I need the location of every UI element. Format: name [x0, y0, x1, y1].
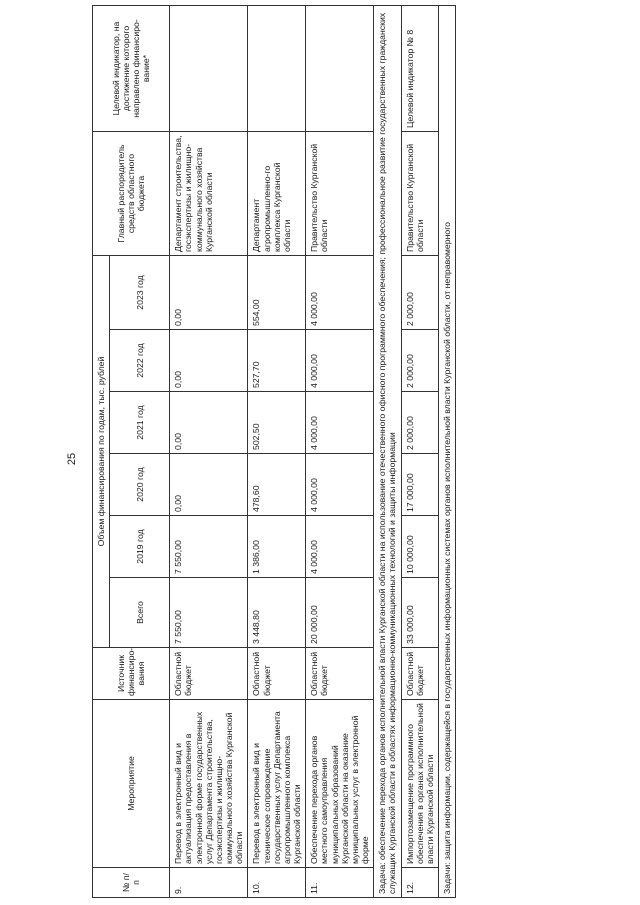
row-total: 7 550,00 — [170, 578, 248, 648]
row-manager: Департамент агропромышленно-го комплекса Курганской области — [248, 132, 306, 256]
row-no: 12. — [401, 868, 439, 898]
table-row — [401, 6, 439, 898]
header-year-2021: 2021 год — [110, 392, 170, 454]
row-total: 33 000,00 — [401, 578, 439, 648]
header-year-2022: 2022 год — [110, 330, 170, 392]
header-event: Мероприятие — [93, 700, 170, 868]
row-2021: 4 000,00 — [306, 392, 374, 454]
row-2019: 4 000,00 — [306, 516, 374, 578]
row-2023: 0,00 — [170, 256, 248, 330]
task-text: Задача: обеспечение перехода органов исполнительной власти Курганской области на использование отечественного офисного программного обеспечения; профессиональное развитие государственных гражданских служащих Курганской области в областях информационно-коммуникационных технологий и защиты информации — [374, 6, 401, 898]
row-source: Областной бюджет — [401, 648, 439, 700]
row-2019: 7 550,00 — [170, 516, 248, 578]
header-year-2019: 2019 год — [110, 516, 170, 578]
row-2021: 0,00 — [170, 392, 248, 454]
financing-table — [92, 5, 456, 898]
row-2020: 17 000,00 — [401, 454, 439, 516]
row-indicator — [170, 6, 248, 132]
row-2023: 2 000,00 — [401, 256, 439, 330]
header-total: Всего — [110, 578, 170, 648]
header-indicator: Целевой индикатор, на достижение которого направлено финансиро-вание* — [93, 6, 170, 132]
row-indicator: Целевой индикатор № 8 — [401, 6, 439, 132]
row-2021: 2 000,00 — [401, 392, 439, 454]
row-source: Областной бюджет — [306, 648, 374, 700]
row-2022: 4 000,00 — [306, 330, 374, 392]
table-row — [170, 6, 248, 898]
rotated-document — [92, 6, 625, 898]
task-row — [374, 6, 401, 898]
row-source: Областной бюджет — [248, 648, 306, 700]
header-row — [93, 6, 110, 898]
row-2023: 4 000,00 — [306, 256, 374, 330]
row-2020: 4 000,00 — [306, 454, 374, 516]
header-year-2020: 2020 год — [110, 454, 170, 516]
row-2022: 2 000,00 — [401, 330, 439, 392]
row-2020: 0,00 — [170, 454, 248, 516]
row-manager: Правительство Курганской области — [306, 132, 374, 256]
row-total: 3 448,80 — [248, 578, 306, 648]
row-source: Областной бюджет — [170, 648, 248, 700]
row-2023: 554,00 — [248, 256, 306, 330]
row-2019: 1 386,00 — [248, 516, 306, 578]
row-no: 11. — [306, 868, 374, 898]
row-2022: 527,70 — [248, 330, 306, 392]
row-manager: Департамент строительства, госэкспертизы и жилищно-коммунального хозяйства Курганской области — [170, 132, 248, 256]
row-total: 20 000,00 — [306, 578, 374, 648]
row-indicator — [248, 6, 306, 132]
row-no: 10. — [248, 868, 306, 898]
row-2021: 502,50 — [248, 392, 306, 454]
row-no: 9. — [170, 868, 248, 898]
row-manager: Правительство Курганской области — [401, 132, 439, 256]
row-2019: 10 000,00 — [401, 516, 439, 578]
header-year-2023: 2023 год — [110, 256, 170, 330]
row-2022: 0,00 — [170, 330, 248, 392]
header-manager: Главный распорядитель средств областного бюджета — [93, 132, 170, 256]
row-event: Перевод в электронный вид и актуализация предоставления в электронной форме государственных услуг Департамента строительства, госэкспертизы и жилищно-коммунального хозяйства Курганской области — [170, 700, 248, 868]
header-no: № п/п — [93, 868, 170, 898]
task-row — [439, 6, 456, 898]
page-number: 25 — [66, 452, 79, 466]
row-event: Импортозамещение программного обеспечения в органах исполнительной власти Курганской области — [401, 700, 439, 868]
task-text: Задачи: защита информации, содержащейся в государственных информационных системах органов исполнительной власти Курганской области, от неправомерного — [439, 6, 456, 898]
row-2020: 478,60 — [248, 454, 306, 516]
row-indicator — [306, 6, 374, 132]
header-source: Источник финансиро-вания — [93, 648, 170, 700]
header-volume: Объем финансирования по годам, тыс. рублей — [93, 256, 110, 648]
table-row — [248, 6, 306, 898]
row-event: Обеспечение перехода органов местного самоуправления муниципальных образований Курганской области на оказание муниципальных услуг в электронной форме — [306, 700, 374, 868]
row-event: Перевод в электронный вид и техническое сопровождение государственных услуг Департамента агропромышленного комплекса Курганской области — [248, 700, 306, 868]
table-row — [306, 6, 374, 898]
